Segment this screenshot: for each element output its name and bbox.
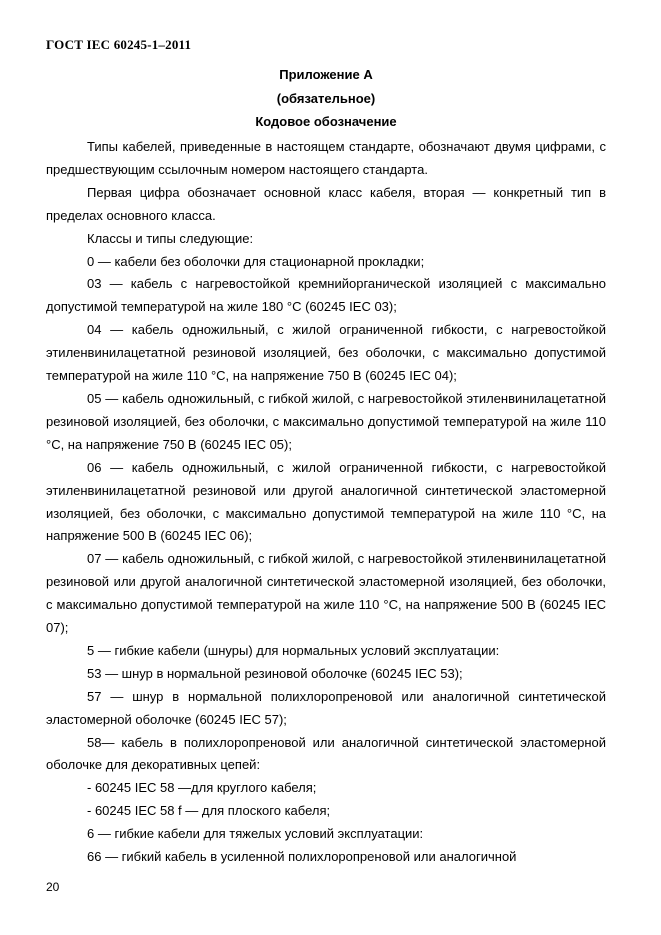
annex-title: Приложение А xyxy=(279,67,373,82)
annex-body xyxy=(46,136,606,869)
list-item-type-53: 53 — шнур в нормальной резиновой оболочке (60245 IEC 53); xyxy=(87,665,463,681)
list-item-type-04: 04 — кабель одножильный, с жилой ограниченной гибкости, с нагревостойкой этиленвинилацетатной резиновой изоляцией, без оболочки, с максимально допустимой температурой на жиле 110 °С, на напряжение 750 В (60245 IEC 04); xyxy=(46,322,606,384)
paragraph-intro: Типы кабелей, приведенные в настоящем стандарте, обозначают двумя цифрами, с предшествующим ссылочным номером настоящего стандарта. xyxy=(46,139,606,177)
list-item-58-round: - 60245 IEC 58 —для круглого кабеля; xyxy=(87,780,317,796)
list-item-type-06: 06 — кабель одножильный, с жилой ограниченной гибкости, с нагревостойкой этиленвинилацетатной резиновой или другой аналогичной синтетической эластомерной изоляцией, без оболочки, с максимально допустимой температурой на жиле 110 °С, на напряжение 500 В (60245 IEC 06); xyxy=(46,459,606,544)
list-item-type-66: 66 — гибкий кабель в усиленной полихлоропреновой или аналогичной xyxy=(87,849,517,865)
paragraph-digits: Первая цифра обозначает основной класс кабеля, вторая — конкретный тип в пределах основного класса. xyxy=(46,184,606,223)
annex-status: (обязательное) xyxy=(276,91,376,106)
list-item-type-05: 05 — кабель одножильный, с гибкой жилой, с нагревостойкой этиленвинилацетатной резиновой изоляцией, без оболочки, с максимально допустимой температурой на жиле 110 °С, на напряжение 750 В (60245 IEC 05); xyxy=(46,390,606,452)
list-item-type-57: 57 — шнур в нормальной полихлоропреновой или аналогичной синтетической эластомерной оболочке (60245 IEC 57); xyxy=(46,688,606,727)
paragraph-classes: Классы и типы следующие: xyxy=(87,230,254,246)
list-item-type-03: 03 — кабель с нагревостойкой кремнийорганической изоляцией с максимально допустимой температурой на жиле 180 °С (60245 IEC 03); xyxy=(46,276,606,315)
list-item-class-0: 0 — кабели без оболочки для стационарной прокладки; xyxy=(87,253,425,269)
list-item-class-6: 6 — гибкие кабели для тяжелых условий эксплуатации: xyxy=(87,826,424,842)
list-item-type-58: 58— кабель в полихлоропреновой или аналогичной синтетической эластомерной оболочке для декоративных цепей: xyxy=(46,734,606,773)
annex-subtitle: Кодовое обозначение xyxy=(255,114,397,129)
list-item-58-flat: - 60245 IEC 58 f — для плоского кабеля; xyxy=(87,803,331,819)
page-number: 20 xyxy=(46,880,60,894)
list-item-type-07: 07 — кабель одножильный, с гибкой жилой, с нагревостойкой этиленвинилацетатной резиновой или другой аналогичной синтетической эластомерной изоляцией, без оболочки, с максимально допустимой температурой на жиле 110 °С, на напряжение 500 В (60245 IEC 07); xyxy=(46,551,606,636)
standard-header: ГОСТ IEC 60245-1–2011 xyxy=(46,37,192,52)
list-item-class-5: 5 — гибкие кабели (шнуры) для нормальных условий эксплуатации: xyxy=(87,642,500,658)
